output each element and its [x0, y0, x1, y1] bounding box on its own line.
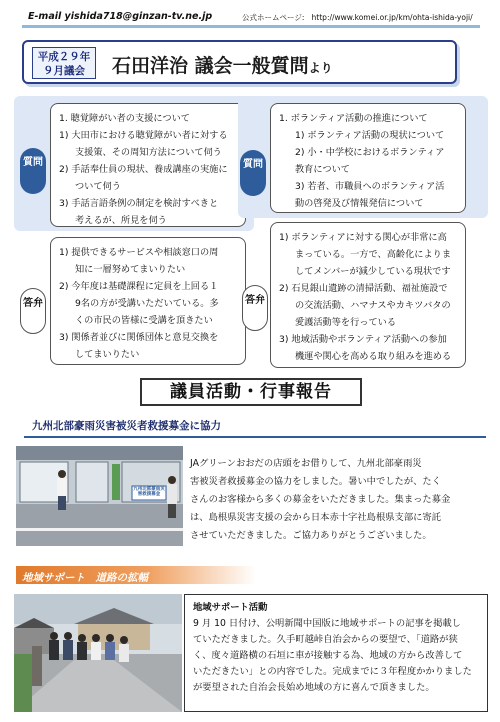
paragraph-line: いただきたい」との内容でした。完成までに３年程度かかりました	[193, 666, 472, 677]
left-question-label: 質問	[20, 148, 46, 194]
list-item: 3) 若者、市職員へのボランティア活	[295, 181, 445, 192]
list-item: 知に一層努めてまいりたい	[75, 264, 186, 275]
list-item: 愛護活動等を行っている	[295, 317, 397, 328]
relief-paragraph-list	[190, 455, 488, 545]
left-question-panel	[50, 103, 246, 227]
relief-sign-label: 九州北部豪雨災害救援募金	[133, 487, 165, 497]
list-item: 3) 地域活動やボランティア活動への参加	[279, 334, 447, 345]
list-item: まっている。一方で、高齢化によりま	[295, 249, 452, 260]
left-answer-label: 答弁	[20, 288, 46, 334]
list-item: 1. 聴覚障がい者の支援について	[59, 113, 190, 124]
list-item: 考えるが、所見を伺う	[75, 215, 167, 226]
list-item: くの市民の皆様に受講を頂きたい	[75, 315, 213, 326]
list-item: 1) ボランティアに対する関心が非常に高	[279, 232, 447, 243]
list-item: 2) 今年度は基礎課程に定員を上回る１	[59, 281, 219, 292]
right-question-list	[279, 110, 457, 212]
list-item: 1. ボランティア活動の推進について	[279, 113, 428, 124]
list-item: してまいりたい	[75, 349, 140, 360]
right-answer-panel	[270, 222, 466, 368]
support-banner-label: 地域サポート 道路の拡幅	[22, 572, 148, 584]
list-item: 9名の方が受講いただいている。多	[75, 298, 219, 309]
right-question-panel	[270, 103, 466, 213]
section-title: 議員活動・行事報告	[140, 378, 362, 406]
relief-text	[190, 455, 488, 545]
left-question-list	[59, 110, 237, 229]
page-title	[112, 51, 333, 78]
paragraph-line: が要望された自治会長始め地域の方に喜んで頂きました。	[193, 682, 435, 693]
title-box	[22, 40, 457, 84]
list-item: 2) 小・中学校におけるボランティア	[295, 147, 445, 158]
paragraph-line: 9 月 10 日付け、公明新聞中国版に地域サポートの記事を掲載し	[193, 618, 461, 629]
website-url[interactable]: http://www.komei.or.jp/km/ohta-ishida-yoji/	[311, 13, 473, 22]
right-question-label: 質問	[240, 150, 266, 196]
support-box-title: 地域サポート活動	[193, 602, 268, 613]
website[interactable]	[242, 12, 473, 23]
list-item: 動の啓発及び情報発信について	[295, 198, 424, 209]
relief-heading: 九州北部豪雨災害被災者救援募金に協力	[32, 420, 221, 432]
support-paragraph-list	[193, 616, 479, 696]
left-answer-list	[59, 244, 237, 363]
support-text-box	[184, 594, 488, 712]
relief-heading-rule	[24, 436, 486, 438]
list-item: 3) 手話言語条例の制定を検討すべきと	[59, 198, 219, 209]
list-item: ついて伺う	[75, 181, 121, 192]
email-address[interactable]: E-mail yishida718@ginzan-tv.ne.jp	[28, 11, 213, 22]
paragraph-line: させていただきました。ご協力ありがとうございました。	[190, 530, 432, 541]
paragraph-line: JAグリーンおおだの店頭をお借りして、九州北部豪雨災	[190, 458, 422, 469]
paragraph-line: ていただきました。久手町越峠自治会からの要望で、「道路が狭	[193, 634, 458, 645]
contact-bar	[22, 8, 480, 28]
list-item: の交流活動、ハマナスやカキツバタの	[295, 300, 451, 311]
list-item: 1) 提供できるサービスや相談窓口の周	[59, 247, 219, 258]
list-item: 2) 手話奉仕員の現状、養成講座の実施に	[59, 164, 228, 175]
session-badge	[32, 47, 96, 79]
list-item: 1) 大田市における聴覚障がい者に対する	[59, 130, 228, 141]
list-item: 1) ボランティア活動の現状について	[295, 130, 445, 141]
website-label: 公式ホームページ:	[242, 13, 305, 22]
support-photo-image	[14, 594, 182, 712]
list-item: 機運や関心を高める取り組みを進める	[295, 351, 452, 362]
paragraph-line: さんのお客様から多くの募金をいただきました。集まった募金	[190, 494, 451, 505]
right-answer-label: 答弁	[242, 285, 268, 331]
paragraph-line: く、度々道路横の石垣に車が接触する為、地域の方から改善して	[193, 650, 463, 661]
support-banner	[16, 566, 256, 584]
session-year: 平成２９年	[37, 51, 91, 63]
list-item: 3) 関係者並びに関係団体と意見交換を	[59, 332, 219, 343]
support-photo	[14, 594, 182, 712]
paragraph-line: 害被災者救援募金の協力をしました。暑い中でしたが、たく	[190, 476, 442, 487]
page-title-suffix: より	[308, 61, 333, 75]
right-answer-list	[279, 229, 457, 365]
left-answer-panel	[50, 237, 246, 365]
session-month: ９月議会	[43, 65, 85, 77]
list-item: 支援策、その周知方法について伺う	[75, 147, 222, 158]
list-item: 教育について	[295, 164, 350, 175]
list-item: 2) 石見銀山遺跡の清掃活動、福祉施設で	[279, 283, 448, 294]
list-item: してメンバーが減少している現状です	[295, 266, 451, 277]
page-title-main: 石田洋治 議会一般質問	[112, 55, 309, 77]
paragraph-line: は、島根県災害支援の会から日本赤十字社島根県支部に寄託	[190, 512, 442, 523]
